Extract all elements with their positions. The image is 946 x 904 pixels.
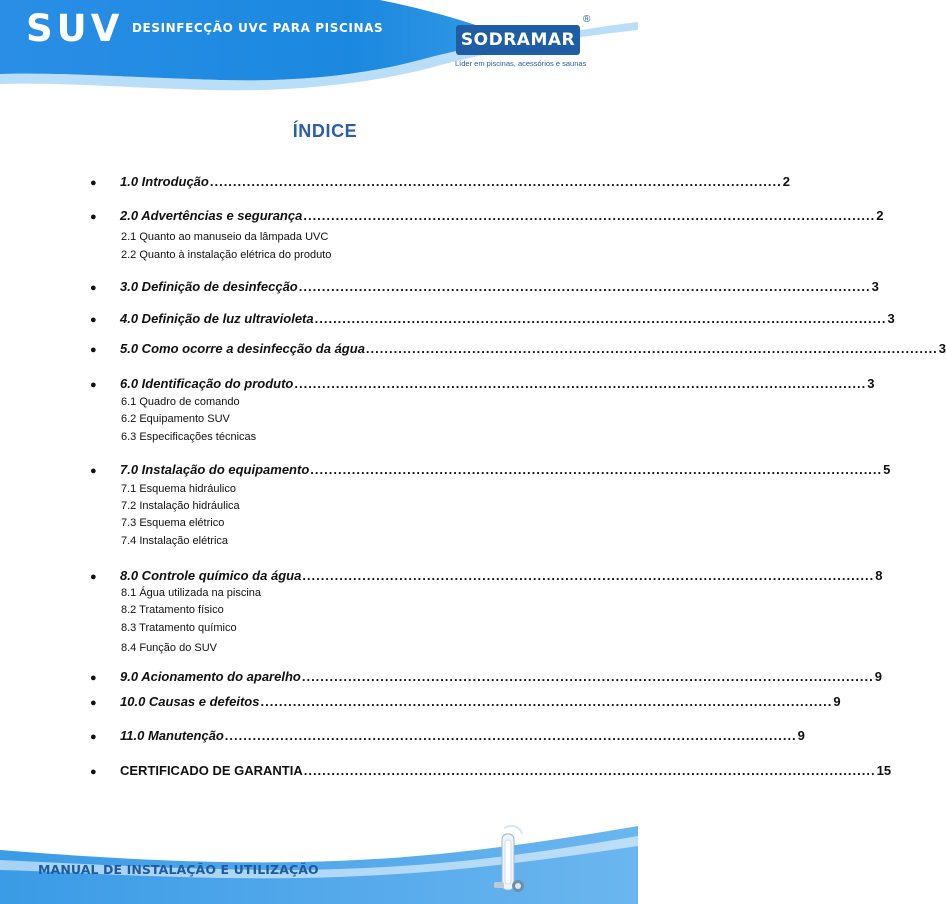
toc-subentry: 6.1 Quadro de comando <box>121 396 240 408</box>
bullet-icon: ● <box>90 697 97 709</box>
toc-entry-page: 2 <box>876 208 884 223</box>
toc-entry-title: 8.0 Controle químico da água <box>120 568 302 583</box>
toc-entry-title: 10.0 Causas e defeitos <box>120 694 260 709</box>
logo-slogan: Líder em piscinas, acessórios e saunas <box>455 59 587 68</box>
toc-subentry: 7.4 Instalação elétrica <box>121 535 229 547</box>
dot-leader: ............................................................................................................................ <box>224 728 797 743</box>
toc-entry-title: 2.0 Advertências e segurança <box>120 208 303 223</box>
toc-entry <box>90 311 895 329</box>
toc-entry <box>90 694 841 712</box>
toc-entry-page: 3 <box>871 279 879 294</box>
toc-subentry: 2.1 Quanto ao manuseio da lâmpada UVC <box>121 231 329 243</box>
toc-entry-page: 9 <box>833 694 841 709</box>
toc-entry <box>90 208 884 226</box>
toc-entry-page: 3 <box>887 311 895 326</box>
toc-entry-page: 2 <box>782 174 790 189</box>
toc-entry-page: 3 <box>867 376 875 391</box>
toc-entry-page: 5 <box>883 462 891 477</box>
brand-tagline: DESINFECÇÃO UVC PARA PISCINAS <box>132 21 384 35</box>
dot-leader: ............................................................................................................................ <box>294 376 867 391</box>
bullet-icon: ● <box>90 344 97 356</box>
dot-leader: ............................................................................................................................ <box>314 311 887 326</box>
bullet-icon: ● <box>90 766 97 778</box>
toc-entry <box>90 376 875 394</box>
toc-entry <box>90 568 883 586</box>
toc-entry <box>90 728 805 746</box>
toc-entry-title: 7.0 Instalação do equipamento <box>120 462 310 477</box>
bullet-icon: ● <box>90 314 97 326</box>
dot-leader: ............................................................................................................................ <box>365 341 938 356</box>
toc-subentry: 6.3 Especificações técnicas <box>121 431 257 443</box>
toc-entry-page: 15 <box>876 763 892 778</box>
toc-entry-page: 8 <box>875 568 883 583</box>
dot-leader: ............................................................................................................................ <box>209 174 782 189</box>
toc-subentry: 8.4 Função do SUV <box>121 642 218 654</box>
bullet-icon: ● <box>90 731 97 743</box>
uv-device-illustration <box>486 824 546 904</box>
toc-subentry: 7.2 Instalação hidráulica <box>121 500 240 512</box>
toc-entry-page: 3 <box>938 341 946 356</box>
toc-entry-title: 9.0 Acionamento do aparelho <box>120 669 301 684</box>
toc-entry <box>90 763 892 781</box>
toc-entry-title: 1.0 Introdução <box>120 174 209 189</box>
toc-entry-title: CERTIFICADO DE GARANTIA <box>120 763 303 778</box>
toc-entry <box>90 174 790 192</box>
bullet-icon: ● <box>90 177 97 189</box>
dot-leader: ............................................................................................................................ <box>303 763 876 778</box>
manual-title: MANUAL DE INSTALAÇÃO E UTILIZAÇÃO <box>38 862 319 877</box>
toc-subentry: 7.1 Esquema hidráulico <box>121 483 236 495</box>
toc-entry <box>90 341 946 359</box>
toc-entry-page: 9 <box>797 728 805 743</box>
bullet-icon: ● <box>90 211 97 223</box>
dot-leader: ............................................................................................................................ <box>310 462 883 477</box>
bullet-icon: ● <box>90 282 97 294</box>
bullet-icon: ● <box>90 571 97 583</box>
bullet-icon: ● <box>90 672 97 684</box>
bullet-icon: ● <box>90 379 97 391</box>
bullet-icon: ● <box>90 465 97 477</box>
toc-entry-title: 4.0 Definição de luz ultravioleta <box>120 311 314 326</box>
toc-subentry: 8.3 Tratamento químico <box>121 622 237 634</box>
toc-entry-page: 9 <box>874 669 882 684</box>
registered-mark: ® <box>583 14 591 25</box>
dot-leader: ............................................................................................................................ <box>298 279 871 294</box>
dot-leader: ............................................................................................................................ <box>303 208 876 223</box>
toc-subentry: 2.2 Quanto à instalação elétrica do produto <box>121 249 332 261</box>
dot-leader: ............................................................................................................................ <box>302 568 875 583</box>
sodramar-logo <box>456 25 580 55</box>
dot-leader: ............................................................................................................................ <box>260 694 833 709</box>
brand-logo-suv: SUV <box>26 7 124 50</box>
dot-leader: ............................................................................................................................ <box>301 669 874 684</box>
toc-entry <box>90 669 882 687</box>
sodramar-logo-text: SODRAMAR <box>460 30 576 50</box>
toc-subentry: 8.2 Tratamento físico <box>121 604 224 616</box>
toc-entry <box>90 279 879 297</box>
toc-subentry: 7.3 Esquema elétrico <box>121 517 225 529</box>
toc-entry-title: 6.0 Identificação do produto <box>120 376 294 391</box>
index-title: ÍNDICE <box>292 121 358 141</box>
toc-entry-title: 5.0 Como ocorre a desinfecção da água <box>120 341 365 356</box>
toc-entry-title: 11.0 Manutenção <box>120 728 224 743</box>
toc-entry <box>90 462 891 480</box>
toc-subentry: 8.1 Água utilizada na piscina <box>121 587 262 599</box>
toc-subentry: 6.2 Equipamento SUV <box>121 413 230 425</box>
toc-entry-title: 3.0 Definição de desinfecção <box>120 279 298 294</box>
